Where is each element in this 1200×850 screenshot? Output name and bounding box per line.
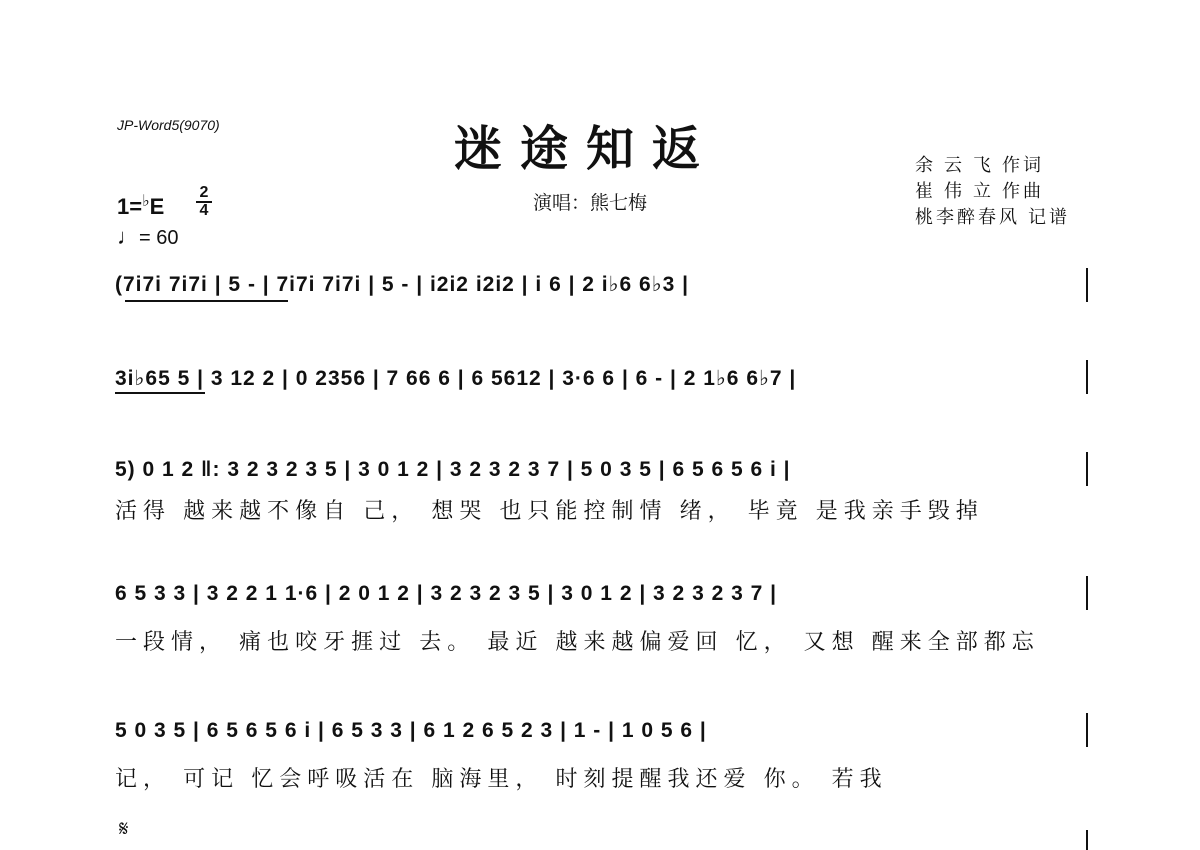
system-end-barline	[1086, 268, 1088, 302]
system-end-barline	[1086, 452, 1088, 486]
lyric-line-3: 记， 可记 忆会呼吸活在 脑海里， 时刻提醒我还爱 你。 若我	[115, 766, 888, 791]
segno-icon: 𝄋	[119, 816, 129, 841]
score-line-5: 5 0 3 5 | 6 5 6 5 6 i | 6 5 3 3 | 6 1 2 6 5 2 3 | 1 - | 1 0 5 6 |	[115, 719, 707, 742]
lyricist-credit: 余 云 飞 作词	[915, 155, 1045, 175]
time-top: 2	[199, 184, 209, 201]
key-note: E	[149, 194, 165, 219]
score-line-2: 3i♭65 5 | 3 12 2 | 0 2356 | 7 66 6 | 6 5612 | 3·6 6 | 6 - | 2 1♭6 6♭7 |	[115, 367, 797, 390]
composer-credit: 崔 伟 立 作曲	[915, 181, 1045, 201]
tempo-marking	[117, 224, 178, 250]
system-end-barline	[1086, 360, 1088, 394]
beam-line-2	[115, 392, 205, 394]
score-line-1: (7i7i 7i7i | 5 - | 7i7i 7i7i | 5 - | i2i2 i2i2 | i 6 | 2 i♭6 6♭3 |	[115, 273, 690, 296]
singer-credit: 演唱：熊七梅	[533, 193, 648, 214]
lyric-line-2: 一段情， 痛也咬牙捱过 去。 最近 越来越偏爱回 忆， 又想 醒来全部都忘	[115, 629, 1040, 654]
credits-block	[915, 152, 1070, 230]
system-end-barline	[1086, 713, 1088, 747]
software-label: JP-Word5(9070)	[117, 117, 220, 133]
key-prefix: 1=	[117, 194, 143, 219]
system-end-barline	[1086, 830, 1088, 850]
song-title: 迷途知返	[454, 121, 719, 177]
beam-line-1	[125, 300, 288, 302]
transcriber-credit: 桃李醉春风 记谱	[915, 207, 1071, 227]
quarter-note-icon: ♩	[117, 224, 139, 249]
flat-icon: ♭	[142, 193, 150, 210]
system-end-barline	[1086, 576, 1088, 610]
tempo-value: = 60	[139, 227, 179, 249]
time-signature	[196, 186, 212, 218]
lyric-line-1: 活得 越来越不像自 己， 想哭 也只能控制情 绪， 毕竟 是我亲手毁掉	[115, 498, 984, 523]
score-line-3: 5) 0 1 2 ‖: 3 2 3 2 3 5 | 3 0 1 2 | 3 2 3 2 3 7 | 5 0 3 5 | 6 5 6 5 6 i |	[115, 458, 791, 481]
score-line-4: 6 5 3 3 | 3 2 2 1 1·6 | 2 0 1 2 | 3 2 3 2 3 5 | 3 0 1 2 | 3 2 3 2 3 7 |	[115, 582, 777, 605]
key-signature	[117, 191, 164, 220]
time-bottom: 4	[199, 202, 209, 219]
